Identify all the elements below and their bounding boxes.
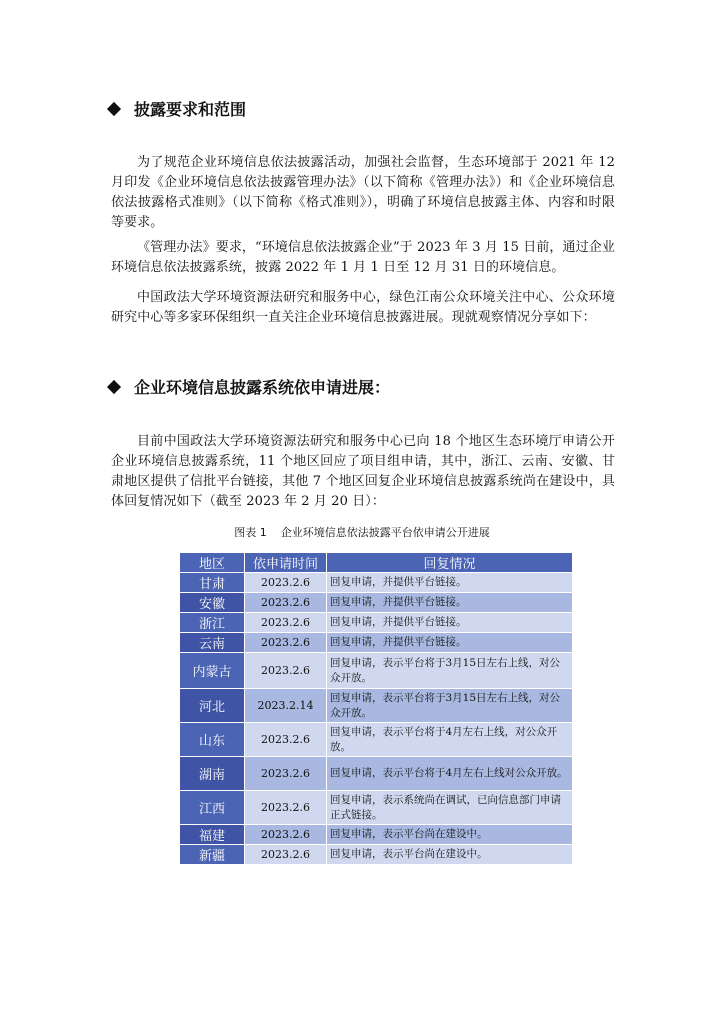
reply-cell: 回复申请，表示平台将于4月左右上线对公众开放。 <box>327 757 573 791</box>
reply-cell: 回复申请，表示平台尚在建设中。 <box>327 845 573 865</box>
table-row <box>180 573 573 593</box>
paragraph-regulation-intro: 为了规范企业环境信息依法披露活动，加强社会监督，生态环境部于 2021 年 12 月印发《企业环境信息依法披露管理办法》（以下简称《管理办法》）和《企业环境信息依法披露格式准则》（以下简称《格式准则》），明确了环境信息披露主体、内容和时限等要求。 <box>111 155 615 230</box>
region-cell: 新疆 <box>180 845 245 865</box>
paragraph-application-summary: 目前中国政法大学环境资源法研究和服务中心已向 18 个地区生态环境厅申请公开企业环境信息披露系统，11 个地区回应了项目组申请，其中，浙江、云南、安徽、甘肃地区提供了信批平台链接，其他 7 个地区回复企业环境信息披露系统尚在建设中，具体回复情况如下（截至 2023 年 2 月 20 日）： <box>111 434 615 509</box>
diamond-bullet-icon <box>108 100 122 120</box>
caption-text: 企业环境信息依法披露平台依申请公开进展 <box>280 526 490 539</box>
caption-label: 图表 1 <box>234 526 267 539</box>
section-title: 披露要求和范围 <box>134 100 247 119</box>
paragraph-disclosure-deadline: 《管理办法》要求，“环境信息依法披露企业”于 2023 年 3 月 15 日前，通过企业环境信息依法披露系统，披露 2022 年 1 月 1 日至 12 月 31 日的环境信息。 <box>111 240 615 275</box>
reply-cell: 回复申请，表示平台尚在建设中。 <box>327 825 573 845</box>
date-cell: 2023.2.6 <box>245 653 327 689</box>
header-reply: 回复情况 <box>327 553 573 573</box>
date-cell: 2023.2.6 <box>245 613 327 633</box>
date-cell: 2023.2.6 <box>245 757 327 791</box>
section-title: 企业环境信息披露系统依申请进展： <box>134 378 391 397</box>
progress-table <box>179 552 573 865</box>
region-cell: 福建 <box>180 825 245 845</box>
reply-cell: 回复申请，并提供平台链接。 <box>327 573 573 593</box>
date-cell: 2023.2.6 <box>245 573 327 593</box>
table-row <box>180 825 573 845</box>
section-heading-application-progress <box>108 378 390 398</box>
date-cell: 2023.2.6 <box>245 791 327 825</box>
reply-cell: 回复申请，并提供平台链接。 <box>327 633 573 653</box>
region-cell: 安徽 <box>180 593 245 613</box>
region-cell: 浙江 <box>180 613 245 633</box>
reply-cell: 回复申请，并提供平台链接。 <box>327 593 573 613</box>
paragraph-observers: 中国政法大学环境资源法研究和服务中心，绿色江南公众环境关注中心、公众环境研究中心等多家环保组织一直关注企业环境信息披露进展。现就观察情况分享如下： <box>111 290 615 325</box>
reply-cell: 回复申请，表示平台将于3月15日左右上线，对公众开放。 <box>327 689 573 723</box>
table-row <box>180 791 573 825</box>
date-cell: 2023.2.6 <box>245 845 327 865</box>
date-cell: 2023.2.6 <box>245 825 327 845</box>
date-cell: 2023.2.6 <box>245 593 327 613</box>
table-row <box>180 633 573 653</box>
reply-cell: 回复申请，表示平台将于4月左右上线，对公众开放。 <box>327 723 573 757</box>
region-cell: 云南 <box>180 633 245 653</box>
section-heading-disclosure-requirements <box>108 100 246 120</box>
region-cell: 甘肃 <box>180 573 245 593</box>
table-row <box>180 653 573 689</box>
date-cell: 2023.2.14 <box>245 689 327 723</box>
region-cell: 江西 <box>180 791 245 825</box>
region-cell: 河北 <box>180 689 245 723</box>
reply-cell: 回复申请，表示系统尚在调试，已向信息部门申请正式链接。 <box>327 791 573 825</box>
date-cell: 2023.2.6 <box>245 723 327 757</box>
region-cell: 湖南 <box>180 757 245 791</box>
region-cell: 内蒙古 <box>180 653 245 689</box>
header-region: 地区 <box>180 553 245 573</box>
table-row <box>180 757 573 791</box>
date-cell: 2023.2.6 <box>245 633 327 653</box>
table-row <box>180 593 573 613</box>
reply-cell: 回复申请，表示平台将于3月15日左右上线，对公众开放。 <box>327 653 573 689</box>
table-row <box>180 845 573 865</box>
diamond-bullet-icon <box>108 378 122 398</box>
header-application-date: 依申请时间 <box>245 553 327 573</box>
table-row <box>180 723 573 757</box>
region-cell: 山东 <box>180 723 245 757</box>
table-row <box>180 613 573 633</box>
table-row <box>180 689 573 723</box>
reply-cell: 回复申请，并提供平台链接。 <box>327 613 573 633</box>
table-caption <box>0 524 724 542</box>
